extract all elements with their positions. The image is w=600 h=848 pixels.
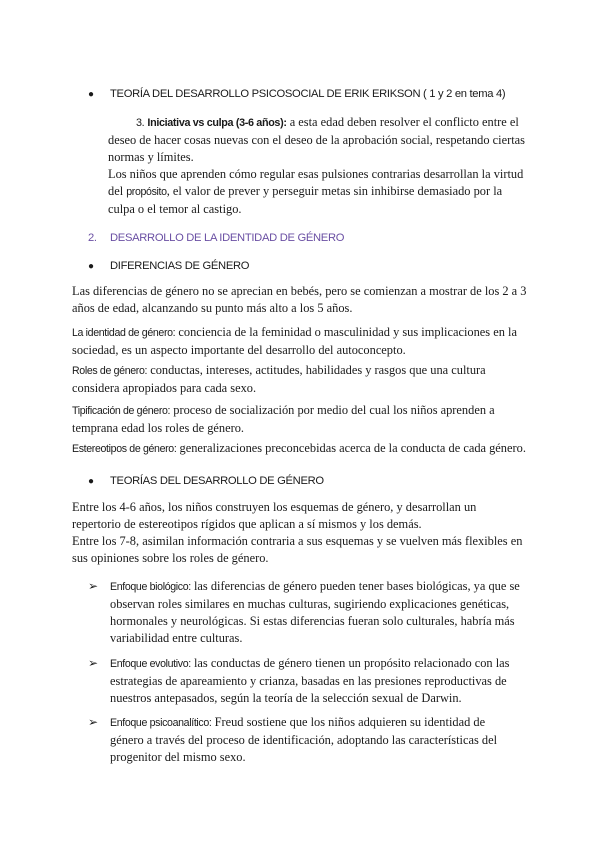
teorias-intro bbox=[72, 499, 528, 567]
def-estereotipos bbox=[72, 440, 528, 458]
def-roles bbox=[72, 362, 528, 397]
def-tipificacion bbox=[72, 402, 528, 437]
item-number: 3. bbox=[136, 117, 145, 129]
def-term: Roles de género: bbox=[72, 365, 148, 377]
erikson-para2-a: Los niños que aprenden cómo regular esas pulsiones contrarias desarrollan la virtud del bbox=[108, 167, 524, 198]
def-text: conciencia de la feminidad o masculinidad y sus implicaciones en la sociedad, es un aspecto importante del desarrollo del autoconcepto. bbox=[72, 325, 517, 357]
enfoque-term: Enfoque biológico: bbox=[110, 581, 191, 593]
erikson-heading bbox=[88, 86, 505, 103]
enfoque-term: Enfoque psicoanalítico: bbox=[110, 717, 212, 729]
erikson-heading-text: TEORÍA DEL DESARROLLO PSICOSOCIAL DE ERIK ERIKSON ( 1 y 2 en tema 4) bbox=[110, 88, 506, 100]
enfoque-biologico bbox=[88, 578, 520, 647]
teorias-line1: Entre los 4-6 años, los niños construyen los esquemas de género, y desarrollan un repertorio de estereotipos rígidos que aplican a sí mismos y los demás. bbox=[72, 500, 477, 531]
enfoque-text: Freud sostiene que los niños adquieren su identidad de género a través del proceso de identificación, adoptando las características del progenitor del mismo sexo. bbox=[110, 715, 498, 764]
enfoque-evolutivo bbox=[88, 655, 520, 707]
enfoque-text: las diferencias de género pueden tener bases biológicas, ya que se observan roles similares en muchas culturas, sugiriendo explicaciones genéticas, hormonales y neurológicas. Si estas diferencias fueran solo culturales, habría más variabilidad entre culturas. bbox=[110, 579, 520, 645]
section2-number: 2. bbox=[88, 232, 97, 244]
def-term: La identidad de género: bbox=[72, 327, 176, 339]
enfoque-term: Enfoque evolutivo: bbox=[110, 658, 191, 670]
erikson-para2-b: , el valor de prever y perseguir metas sin inhibirse demasiado por la culpa o el temor al castigo. bbox=[108, 184, 503, 216]
arrow-icon: ➢ bbox=[88, 715, 99, 729]
bullet-icon: ● bbox=[88, 89, 94, 100]
section2-title: DESARROLLO DE LA IDENTIDAD DE GÉNERO bbox=[110, 232, 345, 244]
def-text: generalizaciones preconcebidas acerca de la conducta de cada género. bbox=[176, 441, 526, 455]
item-text: a esta edad deben resolver el conflicto entre el deseo de hacer cosas nuevas con el deseo de la aprobación social, respetando ciertas normas y límites. bbox=[108, 115, 525, 164]
arrow-icon: ➢ bbox=[88, 579, 99, 593]
bullet-icon: ● bbox=[88, 261, 94, 272]
erikson-item-3 bbox=[108, 114, 528, 218]
item-term: Iniciativa vs culpa (3-6 años): bbox=[147, 117, 287, 129]
teorias-heading-text: TEORÍAS DEL DESARROLLO DE GÉNERO bbox=[110, 475, 324, 487]
erikson-para2-term: propósito bbox=[126, 186, 167, 198]
arrow-icon: ➢ bbox=[88, 656, 99, 670]
def-text: proceso de socialización por medio del cual los niños aprenden a temprana edad los roles de género. bbox=[72, 403, 495, 435]
diferencias-heading-text: DIFERENCIAS DE GÉNERO bbox=[110, 260, 250, 272]
def-text: conductas, intereses, actitudes, habilidades y rasgos que una cultura considera apropiados para cada sexo. bbox=[72, 363, 486, 395]
def-identidad bbox=[72, 324, 528, 359]
bullet-icon: ● bbox=[88, 476, 94, 487]
enfoque-text: las conductas de género tienen un propósito relacionado con las estrategias de apareamiento y crianza, basadas en las presiones reproductivas de nuestros antepasados, según la teoría de la selección sexual de Darwin. bbox=[110, 656, 510, 705]
diferencias-intro: Las diferencias de género no se aprecian en bebés, pero se comienzan a mostrar de los 2 a 3 años de edad, alcanzando su punto más alto a los 5 años. bbox=[72, 284, 527, 315]
section2-heading bbox=[88, 230, 344, 247]
teorias-heading bbox=[88, 473, 324, 490]
enfoque-psicoanalitico bbox=[88, 714, 520, 766]
def-term: Tipificación de género: bbox=[72, 405, 171, 417]
teorias-line2: Entre los 7-8, asimilan información contraria a sus esquemas y se vuelven más flexibles en sus opiniones sobre los roles de género. bbox=[72, 534, 523, 565]
diferencias-heading bbox=[88, 258, 249, 275]
def-term: Estereotipos de género: bbox=[72, 443, 177, 455]
